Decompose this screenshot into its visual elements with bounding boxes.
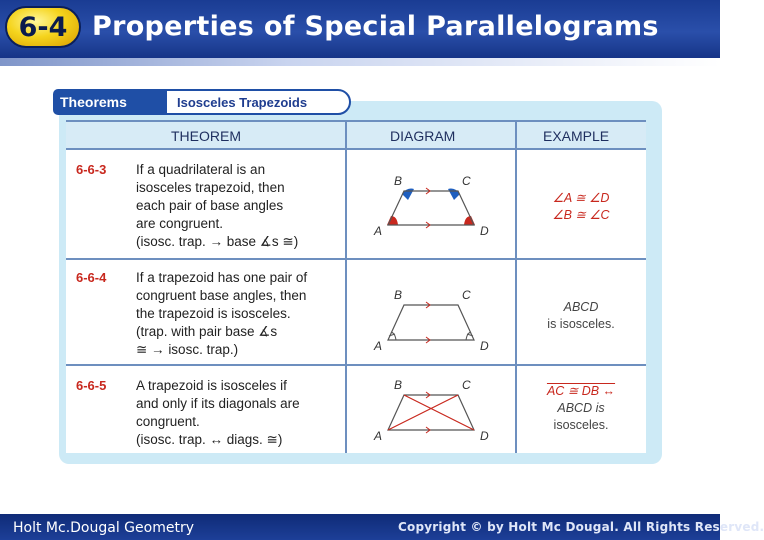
diagonal-bd <box>404 395 474 430</box>
example-text <box>530 190 632 224</box>
theorem-text <box>136 161 344 251</box>
trapezoid-outline <box>388 191 474 225</box>
vertex-label-b: B <box>394 174 403 188</box>
vertex-label-b: B <box>394 378 403 392</box>
vertex-label-d: D <box>480 429 489 443</box>
column-divider <box>515 120 517 453</box>
example-line: AC ≅ DB ↔ <box>546 384 616 398</box>
vertex-label-c: C <box>462 174 471 188</box>
angle-marker-c <box>448 189 460 200</box>
example-line: ∠B ≅ ∠C <box>552 208 610 222</box>
header-stripe <box>0 58 720 66</box>
row-divider <box>66 258 646 260</box>
theorem-text <box>136 377 344 449</box>
vertex-label-a: A <box>374 429 383 443</box>
theorem-number: 6-6-3 <box>76 162 107 177</box>
theorem-number: 6-6-5 <box>76 378 107 393</box>
example-line: isosceles. <box>553 418 609 432</box>
theorem-line: congruent. <box>136 414 200 429</box>
column-header-example: EXAMPLE <box>543 128 610 144</box>
trapezoid-diagram-base-angles <box>360 166 510 246</box>
trapezoid-diagram-congruent-base-angles <box>360 283 510 363</box>
column-divider <box>345 120 347 453</box>
tab-isosceles-trapezoids: Isosceles Trapezoids <box>165 89 351 115</box>
row-divider <box>66 364 646 366</box>
theorem-line: ≅ → isosc. trap.) <box>136 342 239 357</box>
vertex-label-d: D <box>480 224 489 238</box>
example-text <box>530 383 632 434</box>
example-line: ABCD <box>563 300 599 314</box>
footer-publisher: Holt Mc.Dougal Geometry <box>13 520 194 536</box>
theorem-line: each pair of base angles <box>136 198 284 213</box>
theorem-line: isosceles trapezoid, then <box>136 180 285 195</box>
column-header-diagram: DIAGRAM <box>390 128 456 144</box>
theorem-text <box>136 269 344 359</box>
vertex-label-a: A <box>374 224 383 238</box>
lesson-title: Properties of Special Parallelograms <box>92 11 659 42</box>
theorem-line: are congruent. <box>136 216 224 231</box>
lesson-number-badge: 6-4 <box>5 6 81 48</box>
trapezoid-outline <box>388 305 474 340</box>
vertex-label-b: B <box>394 288 403 302</box>
example-text <box>530 299 632 333</box>
trapezoid-outline <box>388 395 474 430</box>
vertex-label-c: C <box>462 288 471 302</box>
theorem-line: (isosc. trap. → base ∡s ≅) <box>136 234 299 249</box>
column-header-theorem: THEOREM <box>171 128 241 144</box>
vertex-label-d: D <box>480 339 489 353</box>
diagonal-ac <box>388 395 458 430</box>
theorem-line: (trap. with pair base ∡s <box>136 324 278 339</box>
example-line: ∠A ≅ ∠D <box>552 191 610 205</box>
theorem-line: the trapezoid is isosceles. <box>136 306 291 321</box>
vertex-label-c: C <box>462 378 471 392</box>
theorem-line: If a trapezoid has one pair of <box>136 270 308 285</box>
footer-copyright: Copyright © by Holt Mc Dougal. All Rights Reserved. <box>398 520 764 534</box>
trapezoid-diagram-diagonals <box>360 373 510 453</box>
example-line: is isosceles. <box>547 317 615 331</box>
theorem-line: If a quadrilateral is an <box>136 162 266 177</box>
tab-theorems: Theorems <box>53 89 165 115</box>
theorem-line: congruent base angles, then <box>136 288 307 303</box>
vertex-label-a: A <box>374 339 383 353</box>
theorem-number: 6-6-4 <box>76 270 107 285</box>
example-line: ABCD is <box>557 401 605 415</box>
theorem-line: A trapezoid is isosceles if <box>136 378 287 393</box>
angle-marker-b <box>402 189 414 200</box>
theorem-line: and only if its diagonals are <box>136 396 300 411</box>
theorem-line: (isosc. trap. ↔ diags. ≅) <box>136 432 283 447</box>
